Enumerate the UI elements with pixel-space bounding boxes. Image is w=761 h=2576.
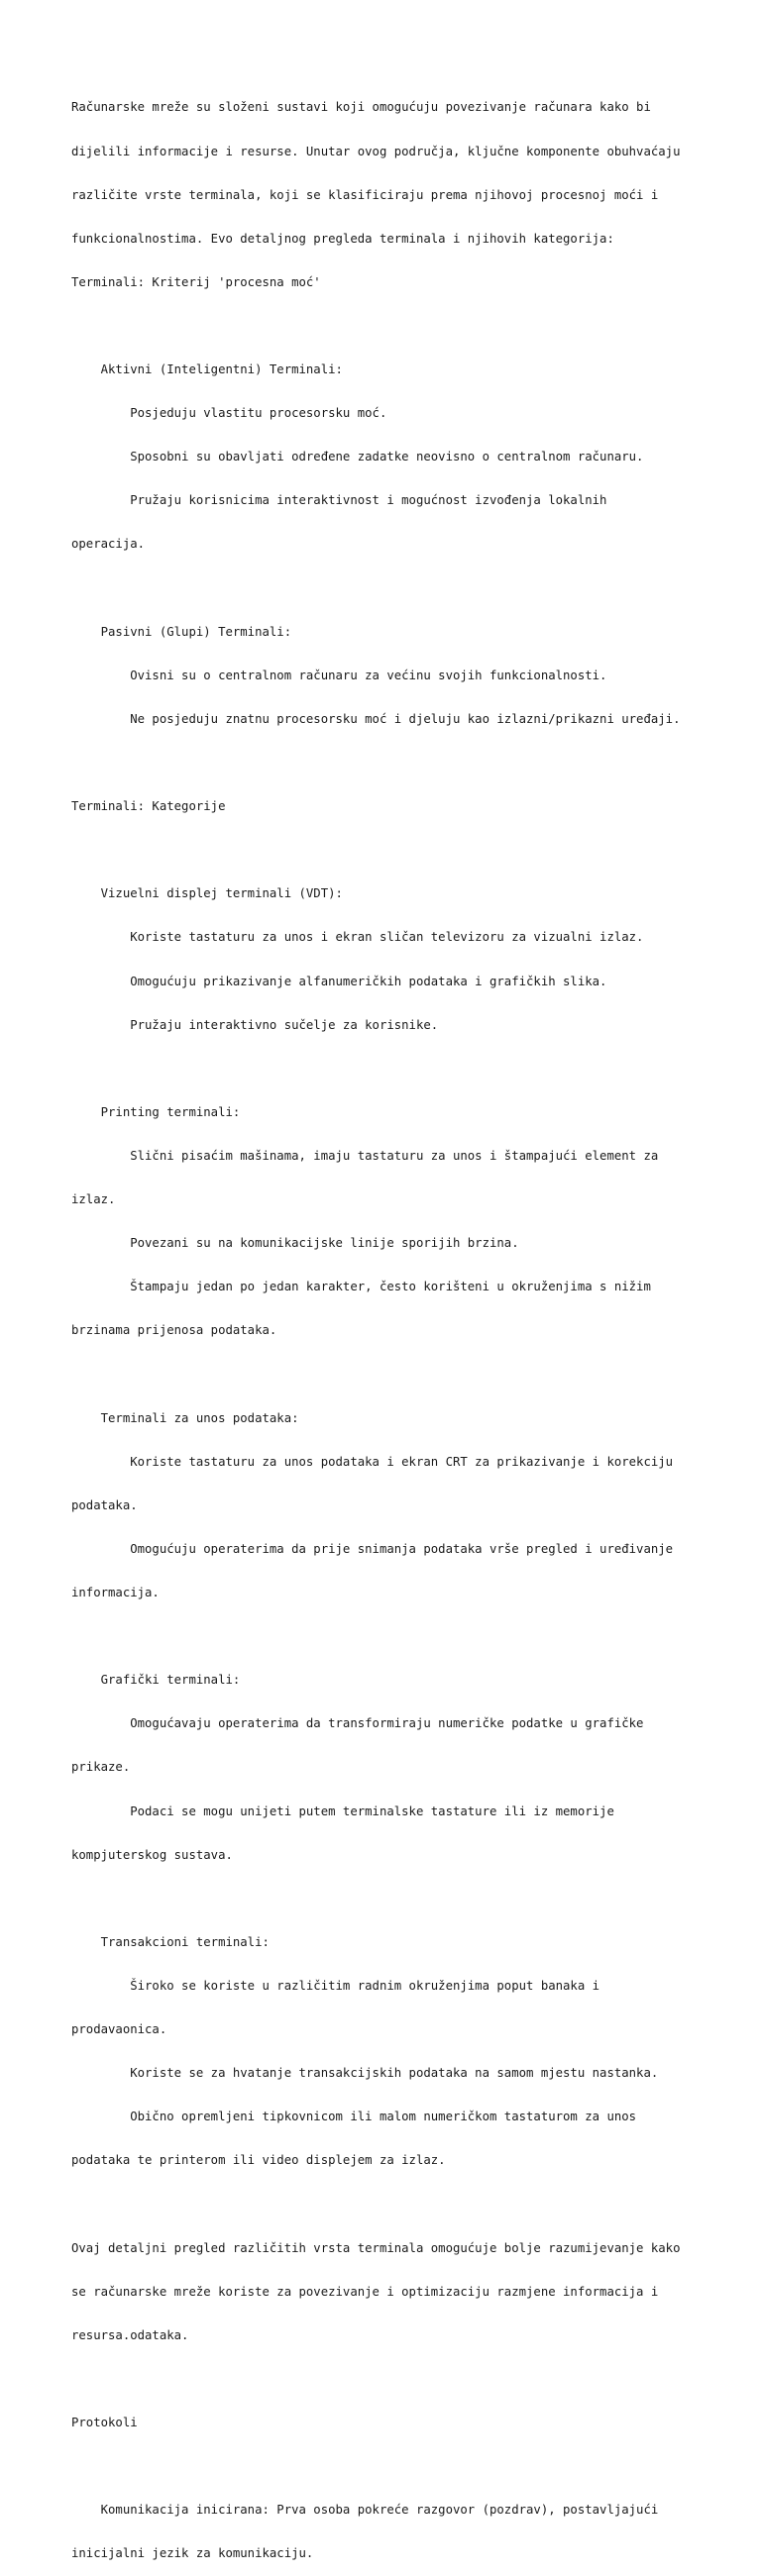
- text-line: prodavaonica.: [71, 2022, 167, 2037]
- text-line: podataka te printerom ili video displejem za izlaz.: [71, 2153, 446, 2168]
- text-line: Slični pisaćim mašinama, imaju tastaturu za unos i štampajući element za: [71, 1148, 659, 1163]
- text-line: Pružaju interaktivno sučelje za korisnike.: [71, 1017, 439, 1032]
- text-line: Povezani su na komunikacijske linije sporijih brzina.: [71, 1236, 519, 1251]
- document-page: [71, 71, 696, 2576]
- subsection-heading: Aktivni (Inteligentni) Terminali:: [71, 362, 343, 377]
- subsection-heading: Terminali za unos podataka:: [71, 1410, 299, 1425]
- blank-line: [71, 581, 696, 596]
- text-line: Omogućuju operaterima da prije snimanja podataka vrše pregled i uređivanje: [71, 1541, 674, 1556]
- text-line: Omogućuju prikazivanje alfanumeričkih podataka i grafičkih slika.: [71, 974, 607, 988]
- text-line: Štampaju jedan po jedan karakter, često korišteni u okruženjima s nižim: [71, 1280, 651, 1294]
- text-line: brzinama prijenosa podataka.: [71, 1323, 277, 1338]
- subsection-heading: Transakcioni terminali:: [71, 1934, 270, 1949]
- text-line: resursa.odataka.: [71, 2327, 189, 2342]
- blank-line: [71, 319, 696, 334]
- text-line: Ovaj detaljni pregled različitih vrsta terminala omogućuje bolje razumijevanje kako: [71, 2240, 681, 2255]
- text-line: Široko se koriste u različitim radnim okruženjima poput banaka i: [71, 1978, 600, 1993]
- text-line: Komunikacija inicirana: Prva osoba pokreće razgovor (pozdrav), postavljajući: [71, 2503, 659, 2518]
- blank-line: [71, 1892, 696, 1906]
- blank-line: [71, 1062, 696, 1077]
- section-heading: Terminali: Kriterij 'procesna moć': [71, 274, 321, 289]
- text-line: prikaze.: [71, 1760, 131, 1775]
- text-line: izlaz.: [71, 1192, 116, 1207]
- text-line: dijelili informacije i resurse. Unutar ovog područja, ključne komponente obuhvaćaju: [71, 144, 681, 158]
- text-line: se računarske mreže koriste za povezivanje i optimizaciju razmjene informacija i: [71, 2284, 659, 2299]
- text-line: informacija.: [71, 1586, 160, 1600]
- text-line: Ovisni su o centralnom računaru za većinu svojih funkcionalnosti.: [71, 668, 607, 682]
- blank-line: [71, 756, 696, 771]
- blank-line: [71, 1629, 696, 1644]
- blank-line: [71, 1368, 696, 1383]
- text-line: Sposobni su obavljati određene zadatke neovisno o centralnom računaru.: [71, 450, 644, 464]
- text-line: funkcionalnostima. Evo detaljnog pregleda terminala i njihovih kategorija:: [71, 231, 614, 246]
- text-line: Omogućavaju operaterima da transformiraju numeričke podatke u grafičke: [71, 1716, 644, 1731]
- subsection-heading: Printing terminali:: [71, 1104, 241, 1119]
- blank-line: [71, 2198, 696, 2213]
- blank-line: [71, 2459, 696, 2474]
- text-line: Posjeduju vlastitu procesorsku moć.: [71, 406, 387, 421]
- text-line: Koriste tastaturu za unos i ekran sličan televizoru za vizualni izlaz.: [71, 930, 644, 945]
- text-line: Koriste tastaturu za unos podataka i ekran CRT za prikazivanje i korekciju: [71, 1454, 674, 1469]
- subsection-heading: Grafički terminali:: [71, 1673, 241, 1688]
- text-line: inicijalni jezik za komunikaciju.: [71, 2546, 314, 2561]
- section-heading: Terminali: Kategorije: [71, 799, 226, 814]
- text-line: Ne posjeduju znatnu procesorsku moć i djeluju kao izlazni/prikazni uređaji.: [71, 711, 681, 726]
- text-line: kompjuterskog sustava.: [71, 1847, 233, 1862]
- text-line: operacija.: [71, 537, 146, 552]
- section-heading: Protokoli: [71, 2416, 138, 2430]
- text-line: Pružaju korisnicima interaktivnost i mogućnost izvođenja lokalnih: [71, 493, 607, 508]
- text-line: Računarske mreže su složeni sustavi koji omogućuju povezivanje računara kako bi: [71, 100, 651, 115]
- text-line: Podaci se mogu unijeti putem terminalske tastature ili iz memorije: [71, 1803, 614, 1818]
- text-line: Koriste se za hvatanje transakcijskih podataka na samom mjestu nastanka.: [71, 2066, 659, 2081]
- subsection-heading: Pasivni (Glupi) Terminali:: [71, 624, 292, 639]
- text-line: različite vrste terminala, koji se klasificiraju prema njihovoj procesnoj moći i: [71, 187, 659, 202]
- blank-line: [71, 2372, 696, 2387]
- blank-line: [71, 843, 696, 858]
- text-line: Obično opremljeni tipkovnicom ili malom numeričkom tastaturom za unos: [71, 2110, 637, 2124]
- text-line: podataka.: [71, 1497, 138, 1512]
- subsection-heading: Vizuelni displej terminali (VDT):: [71, 886, 343, 901]
